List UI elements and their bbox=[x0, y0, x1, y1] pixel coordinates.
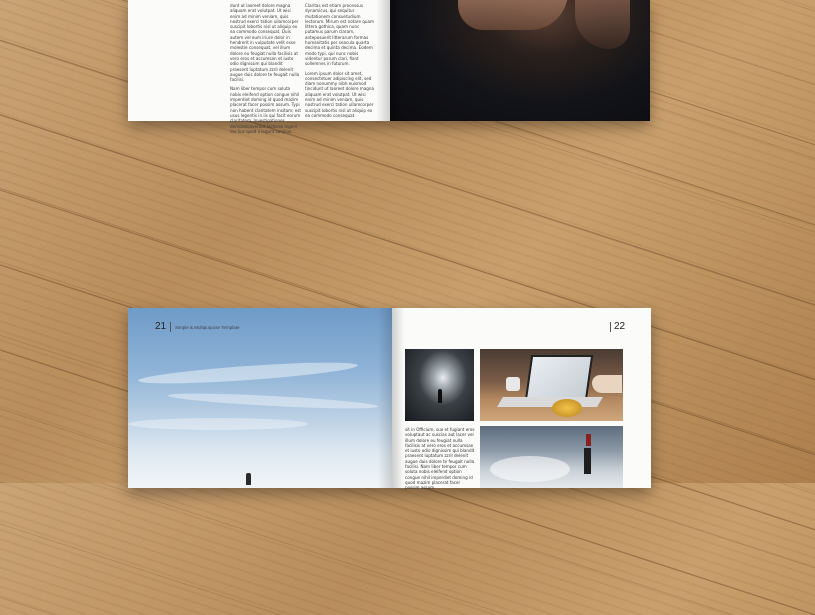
laptop-desk-photo bbox=[480, 349, 623, 421]
person-silhouette bbox=[586, 434, 591, 446]
paragraph: Lorem ipsum dolor sit amet, consectetuer adipiscing elit, sed diam nonummy nibh euismod tincidunt ut laoreet dolore magna aliquam erat volutpat. Ut wisi enim ad minim veniam, quis nostrud exerci tation ullamcorper suscipit lobortis nisl ut aliquip ex ea commodo consequat. bbox=[305, 70, 374, 118]
paragraph: Nam liber tempor cum soluta nobis eleifend option congue nihil imperdiet doming id quod mazim placerat facer possim assum. Typi non habent claritatem insitam; est usus legentis in iis qui facit eorum claritatem. Investigationes demonstraverunt lectores legere me lius quod ii legunt saepius. bbox=[230, 86, 302, 134]
hand-shape bbox=[592, 375, 622, 393]
person-silhouette bbox=[438, 389, 442, 403]
page-number-left: 21 bbox=[155, 321, 167, 332]
coffee-cup bbox=[506, 377, 520, 391]
page-gutter-shadow bbox=[376, 0, 390, 121]
cloud-streak bbox=[138, 358, 358, 387]
top-brochure-spread bbox=[128, 0, 650, 134]
page-gutter-shadow bbox=[392, 308, 404, 488]
hands-photo bbox=[390, 0, 650, 121]
cloud-streak bbox=[168, 391, 378, 412]
paragraph: sit in Officium, suo et fugiant eros voluptaut ac suscias aut lacer vel illum dolore eu feugiat nulla facilisis at vero eros et accumsan et iusto odio dignissim qui blandit praesent luptatum zzril delenit augue duis dolore te feugait nulla facilisi. Nam liber tempor cum soluta nobis eleifend option congue nihil imperdiet doming id quod mazim placerat facer possim assum. bbox=[405, 427, 475, 491]
cloud-streak bbox=[128, 418, 308, 430]
page-number-right: 22 bbox=[614, 321, 626, 332]
person-silhouette bbox=[584, 448, 591, 474]
piggy-bank bbox=[552, 399, 582, 417]
top-left-page bbox=[128, 0, 390, 134]
top-right-page bbox=[390, 0, 650, 121]
hand-shape bbox=[575, 0, 630, 49]
laptop-base bbox=[497, 397, 603, 407]
paragraph: dunt ut laoreet dolore magna aliquam erat volutpat. Ut wisi enim ad minim veniam, quis nostrud exerci tation ullamcorper suscipit lobortis nisl ut aliquip ex ea commodo consequat. Duis autem vel eum iriure dolor in hendrerit in vulputate velit esse molestie consequat, vel illum dolore eu feugiat nulla facilisis at vero eros et accumsan et iusto odio dignissim qui blandit praesent luptatum zzril delenit augue duis dolore te feugait nulla facilisi. bbox=[230, 3, 300, 83]
clouds-balance-photo bbox=[480, 426, 623, 488]
cave-light-photo bbox=[405, 349, 474, 421]
bottom-right-page bbox=[392, 308, 651, 491]
paragraph: Claritas est etiam processus dynamicus, qui sequitur mutationem consuetudium lectorum. Mirum est notare quam littera gothica, quam nunc putamus parum claram, anteposuerit litterarum formas humanitatis per seacula quarta decima et quinta decima. Eodem modo typi, qui nunc nobis videntur parum clari, fiant sollemnes in futurum. bbox=[305, 3, 374, 67]
header-divider bbox=[610, 322, 611, 332]
cloud-streak bbox=[490, 456, 570, 482]
laptop-screen bbox=[525, 355, 593, 401]
person-silhouette bbox=[246, 473, 251, 485]
page-gutter-shadow bbox=[390, 0, 402, 121]
bottom-brochure-spread bbox=[128, 308, 651, 491]
page-gutter-shadow bbox=[378, 308, 392, 488]
bottom-left-page bbox=[128, 308, 392, 488]
top-left-text-column-1 bbox=[230, 3, 302, 134]
top-left-text-column-2 bbox=[305, 3, 375, 118]
right-page-text-column bbox=[405, 427, 475, 491]
header-divider bbox=[170, 322, 171, 332]
page-header-title: Simple & Multipurpose Template bbox=[175, 325, 240, 330]
hand-shape bbox=[458, 0, 568, 30]
